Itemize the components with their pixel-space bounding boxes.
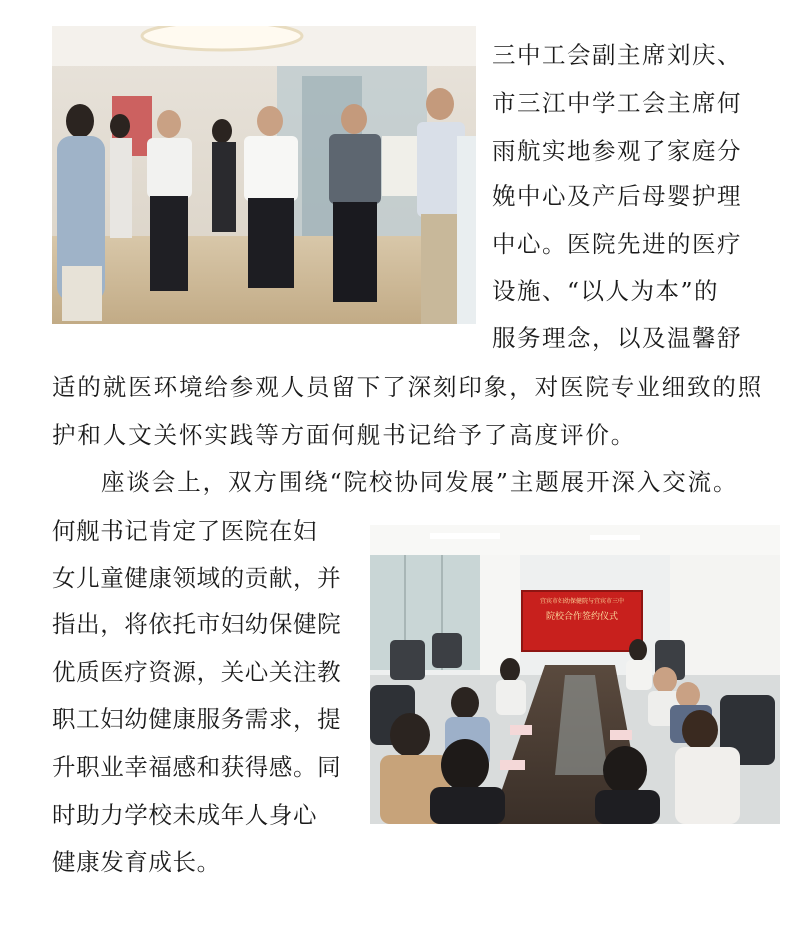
paragraph2-line: 女儿童健康领域的贡献，并 <box>52 564 342 592</box>
paragraph2-line: 时助力学校未成年人身心 <box>52 801 318 829</box>
paragraph1-line: 雨航实地参观了家庭分 <box>492 137 742 165</box>
paragraph2-line: 优质医疗资源，关心关注教 <box>52 658 342 686</box>
paragraph1-line: 适的就医环境给参观人员留下了深刻印象，对医院专业细致的照 <box>52 373 764 401</box>
paragraph2-line: 升职业幸福感和获得感。同 <box>52 753 342 781</box>
paragraph1-line: 娩中心及产后母婴护理 <box>492 182 742 210</box>
banner-text-line1: 宜宾市妇幼保健院与宜宾市三中 <box>539 598 624 605</box>
paragraph1-line: 护和人文关怀实践等方面何舰书记给予了高度评价。 <box>52 421 637 449</box>
paragraph2-first-line: 座谈会上，双方围绕“院校协同发展”主题展开深入交流。 <box>101 468 739 496</box>
paragraph1-line: 市三江中学工会主席何 <box>492 89 742 117</box>
meeting-photo <box>370 525 780 824</box>
paragraph2-line: 健康发育成长。 <box>52 848 221 876</box>
paragraph1-line: 服务理念，以及温馨舒 <box>492 324 742 352</box>
paragraph1-line: 三中工会副主席刘庆、 <box>492 41 742 69</box>
meeting-photo-illustration <box>370 525 780 824</box>
visit-photo <box>52 26 476 324</box>
paragraph2-line: 何舰书记肯定了医院在妇 <box>52 517 318 545</box>
visit-photo-illustration <box>52 26 476 324</box>
paragraph2-line: 职工妇幼健康服务需求，提 <box>52 705 342 733</box>
paragraph1-line: 设施、“以人为本”的 <box>492 277 720 305</box>
paragraph1-line: 中心。医院先进的医疗 <box>492 230 742 258</box>
banner-text-line2: 院校合作签约仪式 <box>545 612 618 622</box>
paragraph2-line: 指出，将依托市妇幼保健院 <box>52 610 342 638</box>
